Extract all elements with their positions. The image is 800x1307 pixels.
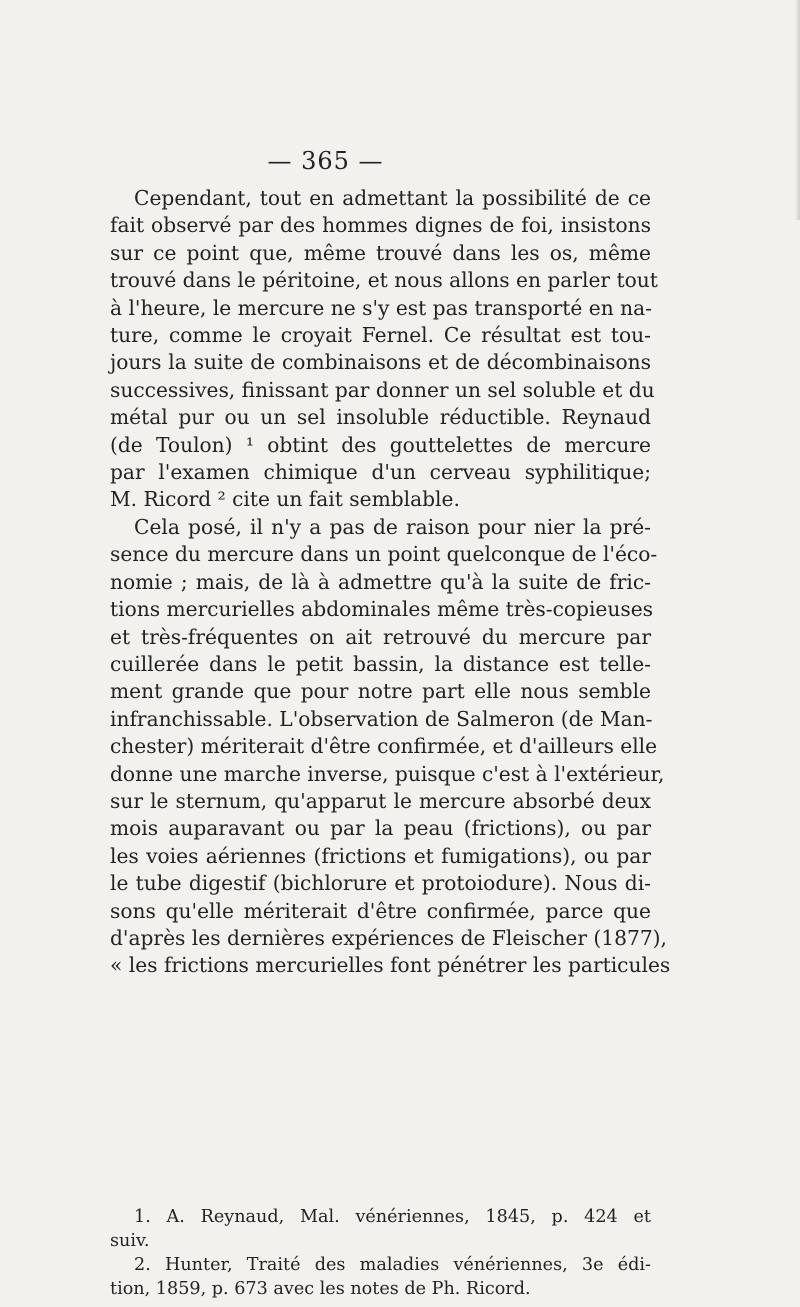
text-line: ture, comme le croyait Fernel. Ce résultat est tou-: [110, 323, 651, 348]
text-line: Cependant, tout en admettant la possibilité de ce: [134, 186, 651, 210]
footnote-line: 1. A. Reynaud, Mal. vénériennes, 1845, p. 424 et: [134, 1207, 651, 1227]
text-line: à l'heure, le mercure ne s'y est pas transporté en na-: [110, 295, 652, 320]
text-line: sons qu'elle mériterait d'être confirmée, parce que: [110, 898, 651, 923]
paragraph-2: [110, 514, 671, 980]
text-line: donne une marche inverse, puisque c'est à l'extérieur,: [110, 761, 665, 786]
text-line: sence du mercure dans un point quelconque de l'éco-: [110, 542, 658, 567]
text-line: sur le sternum, qu'apparut le mercure absorbé deux: [110, 788, 651, 813]
footnote-line: suiv.: [110, 1231, 150, 1251]
text-line: (de Toulon) ¹ obtint des gouttelettes de mercure: [110, 432, 651, 457]
text-line: ment grande que pour notre part elle nous semble: [110, 679, 651, 704]
paragraph-1: [110, 185, 658, 514]
text-line: nomie ; mais, de là à admettre qu'à la suite de fric-: [110, 569, 651, 594]
text-line: trouvé dans le péritoine, et nous allons en parler tout: [110, 268, 658, 293]
text-line: fait observé par des hommes dignes de foi, insistons: [110, 213, 651, 238]
text-line: Cela posé, il n'y a pas de raison pour nier la pré-: [134, 514, 651, 539]
text-line: M. Ricord ² cite un fait semblable.: [110, 487, 460, 512]
text-line: les voies aériennes (frictions et fumigations), ou par: [110, 843, 651, 868]
text-line: cuillerée dans le petit bassin, la distance est telle-: [110, 651, 651, 676]
text-line: « les frictions mercurielles font pénétrer les particules: [110, 953, 671, 978]
text-line: tions mercurielles abdominales même très-copieuses: [110, 597, 654, 622]
page-number: — 365 —: [267, 147, 384, 175]
text-line: le tube digestif (bichlorure et protoiodure). Nous di-: [110, 871, 651, 896]
text-line: métal pur ou un sel insoluble réductible. Reynaud: [110, 405, 651, 430]
footnote-line: 2. Hunter, Traité des maladies vénériennes, 3e édi-: [134, 1255, 651, 1275]
footnote-1: [110, 1205, 651, 1253]
page-edge-shadow: [795, 0, 800, 220]
footnotes: [110, 1205, 651, 1301]
footnote-2: [110, 1253, 651, 1301]
text-line: infranchissable. L'observation de Salmeron (de Man-: [110, 706, 653, 731]
text-line: successives, finissant par donner un sel soluble et du: [110, 377, 655, 402]
body-text: [110, 185, 671, 980]
text-line: jours la suite de combinaisons et de décombinaisons: [110, 350, 651, 375]
footnote-line: tion, 1859, p. 673 avec les notes de Ph. Ricord.: [110, 1279, 531, 1299]
text-line: et très-fréquentes on ait retrouvé du mercure par: [110, 624, 651, 649]
text-line: d'après les dernières expériences de Fleischer (1877),: [110, 925, 667, 950]
text-line: chester) mériterait d'être confirmée, et d'ailleurs elle: [110, 734, 658, 759]
text-line: mois auparavant ou par la peau (frictions), ou par: [110, 816, 651, 841]
text-line: sur ce point que, même trouvé dans les os, même: [110, 240, 651, 265]
text-line: par l'examen chimique d'un cerveau syphilitique;: [110, 460, 651, 485]
